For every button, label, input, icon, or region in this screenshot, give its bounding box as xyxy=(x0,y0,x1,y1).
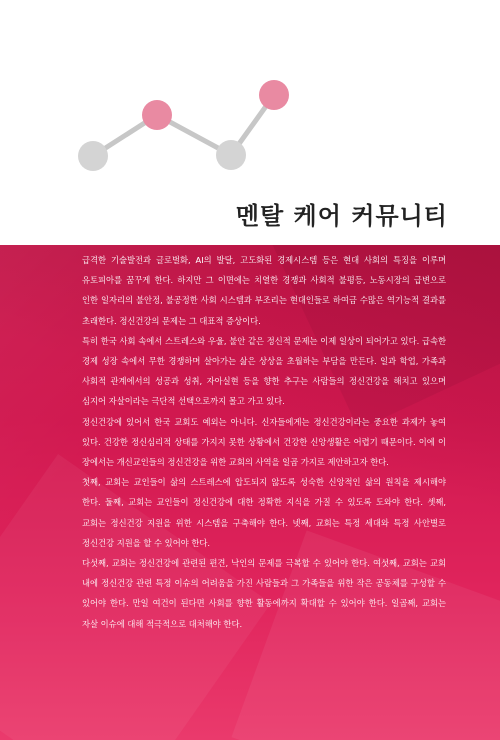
node-gray-right xyxy=(216,140,246,170)
body-text xyxy=(82,250,446,634)
content-panel xyxy=(0,245,500,740)
paragraph: 급격한 기술발전과 글로벌화, AI의 발달, 고도화된 경제시스템 등은 현대 사회의 특징을 이루며 유토피아를 꿈꾸게 한다. 하지만 그 이면에는 치열한 경쟁과 사회적 불평등, 노동시장의 급변으로 인한 일자리의 불안정, 불공정한 사회 시스템과 부조리는 현대인들로 하여금 수많은 역기능적 결과를 초래한다. 정신건강의 문제는 그 대표적 증상이다. xyxy=(82,255,446,326)
node-pink-top xyxy=(259,80,289,110)
paragraph: 정신건강에 있어서 한국 교회도 예외는 아니다. 신자들에게는 정신건강이라는 중요한 과제가 놓여 있다. 건강한 정신심리적 상태를 가지지 못한 상황에서 건강한 신앙생활은 어렵기 때문이다. 이에 이 장에서는 개신교인들의 정신건강을 위한 교회의 사역을 일곱 가지로 제안하고자 한다. xyxy=(82,416,446,468)
header-area xyxy=(0,0,500,245)
paragraph: 특히 한국 사회 속에서 스트레스와 우울, 불안 같은 정신적 문제는 이제 일상이 되어가고 있다. 급속한 경제 성장 속에서 무한 경쟁하며 살아가는 삶은 상상을 초월하는 부담을 만든다. 일과 학업, 가족과 사회적 관계에서의 성공과 성취, 자아실현 등을 향한 추구는 사람들의 정신건강을 해치고 있으며 심지어 자살이라는 극단적 선택으로까지 몰고 가고 있다. xyxy=(82,335,446,407)
page-title: 멘탈 케어 커뮤니티 xyxy=(235,202,448,230)
paragraph: 다섯째, 교회는 정신건강에 관련된 편견, 낙인의 문제를 극복할 수 있어야 한다. 여섯째, 교회는 교회 내에 정신건강 관련 특정 이슈의 어려움을 가진 사람들과 그 가족들을 위한 작은 공동체를 구성할 수 있어야 한다. 만일 여건이 된다면 사회를 향한 활동에까지 확대할 수 있어야 한다. 일곱째, 교회는 자살 이슈에 대해 적극적으로 대처해야 한다. xyxy=(82,558,446,629)
node-pink-middle xyxy=(142,100,172,130)
paragraph: 첫째, 교회는 교인들이 삶의 스트레스에 압도되지 않도록 성숙한 신앙적인 삶의 원칙을 제시해야 한다. 둘째, 교회는 교인들이 정신건강에 대한 정확한 지식을 가질 수 있도록 도와야 한다. 셋째, 교회는 정신건강 지원을 위한 시스템을 구축해야 한다. 넷째, 교회는 특정 세대와 특정 사안별로 정신건강 지원을 할 수 있어야 한다. xyxy=(82,477,446,548)
node-gray-left xyxy=(78,141,108,171)
